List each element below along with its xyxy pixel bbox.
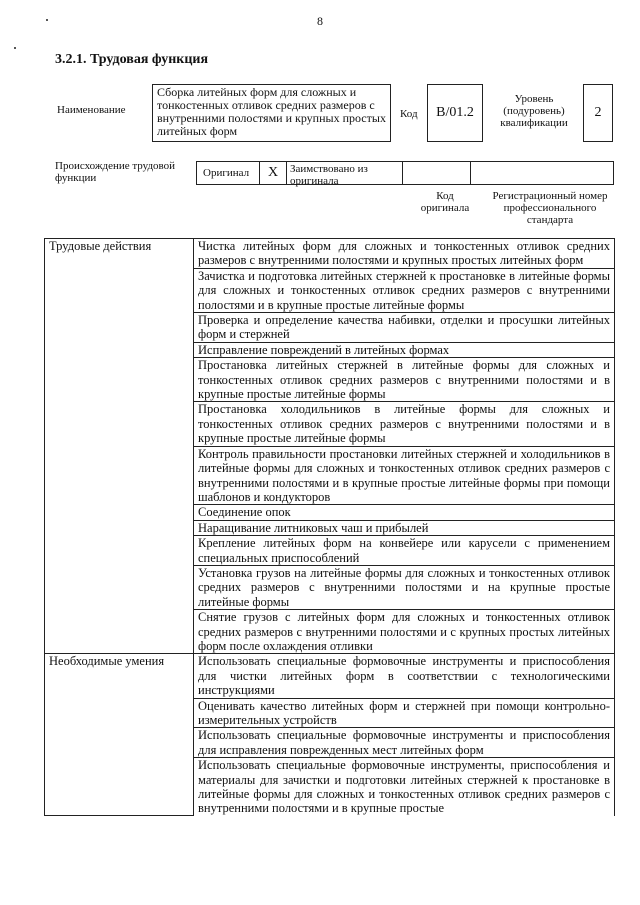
registration-number-caption: Регистрационный номер профессионального стандарта: [492, 190, 608, 226]
table-cell: Контроль правильности простановки литейных стержней и холодильников в литейные формы для сложных и тонкостенных отливок средних размеров с внутренними полостями и в крупные простые литейные формы при помощи шаблонов и кондукторов: [194, 446, 615, 505]
scan-speck: [46, 19, 48, 21]
table-cell: Простановка литейных стержней в литейные формы для сложных и тонкостенных отливок средних размеров с внутренними полостями и в крупные простые литейные формы: [194, 358, 615, 402]
origin-row: [196, 161, 614, 185]
table-cell: Использовать специальные формовочные инструменты и приспособления для чистки литейных форм в соответствии с технологическими инструкциями: [194, 654, 615, 698]
category-label: Необходимые умения: [45, 654, 194, 816]
qualification-level-box: 2: [583, 84, 613, 142]
table-row: [45, 654, 615, 698]
name-label: Наименование: [57, 104, 126, 116]
table-row: [45, 239, 615, 269]
original-mark: X: [260, 162, 287, 184]
table-cell: Наращивание литниковых чаш и прибылей: [194, 520, 615, 535]
table-cell: Соединение опок: [194, 505, 615, 520]
section-title: 3.2.1. Трудовая функция: [55, 52, 209, 67]
category-label: Трудовые действия: [45, 239, 194, 654]
table-cell: Использовать специальные формовочные инструменты и приспособления для исправления поврежденных мест литейных форм: [194, 728, 615, 758]
table-cell: Снятие грузов с литейных форм для сложных и тонкостенных отливок средних размеров с внутренними полостями и с крупных простых литейных форм после охлаждения отливки: [194, 610, 615, 654]
table-cell: Оценивать качество литейных форм и стержней при помощи контрольно-измерительных устройств: [194, 698, 615, 728]
name-value-box: Сборка литейных форм для сложных и тонкостенных отливок средних размеров с внутренними полостями и крупных простых литейных форм: [152, 84, 391, 142]
table-cell: Простановка холодильников в литейные формы для сложных и тонкостенных отливок средних размеров с внутренними полостями и в крупные простые литейные формы: [194, 402, 615, 446]
table-cell: Крепление литейных форм на конвейере или карусели с применением специальных приспособлений: [194, 536, 615, 566]
page-number: 8: [317, 14, 323, 28]
table-cell: Использовать специальные формовочные инструменты, приспособления и материалы для зачистки и подготовки литейных стержней к простановке в литейные формы для сложных и тонкостенных отливок средних размеров с внутренними полостями и в крупные простые: [194, 758, 615, 816]
table-cell: Чистка литейных форм для сложных и тонкостенных отливок средних размеров с внутренними полостями и крупных простых литейных форм: [194, 239, 615, 269]
origin-label: Происхождение трудовой функции: [55, 160, 176, 184]
code-original-caption: Код оригинала: [420, 190, 470, 214]
original-label: Оригинал: [197, 162, 260, 184]
table-cell: Зачистка и подготовка литейных стержней к простановке в литейные формы для сложных и тонкостенных отливок средних размеров с внутренними полостями и в крупные простые литейные формы: [194, 268, 615, 312]
table-cell: Проверка и определение качества набивки, отделки и просушки литейных форм и стержней: [194, 313, 615, 343]
table-cell: Исправление повреждений в литейных формах: [194, 342, 615, 357]
code-value-box: B/01.2: [427, 84, 483, 142]
function-details-table: [44, 238, 615, 816]
code-label: Код: [400, 108, 418, 120]
qualification-level-label: Уровень (подуровень) квалификации: [500, 93, 568, 129]
scan-speck: [14, 47, 16, 49]
code-original-cell: [403, 162, 471, 184]
registration-number-cell: [471, 162, 613, 184]
borrowed-label: Заимствовано из оригинала: [287, 162, 403, 184]
table-cell: Установка грузов на литейные формы для сложных и тонкостенных отливок средних размеров с внутренними полостями и на крупные простые литейные формы: [194, 565, 615, 609]
